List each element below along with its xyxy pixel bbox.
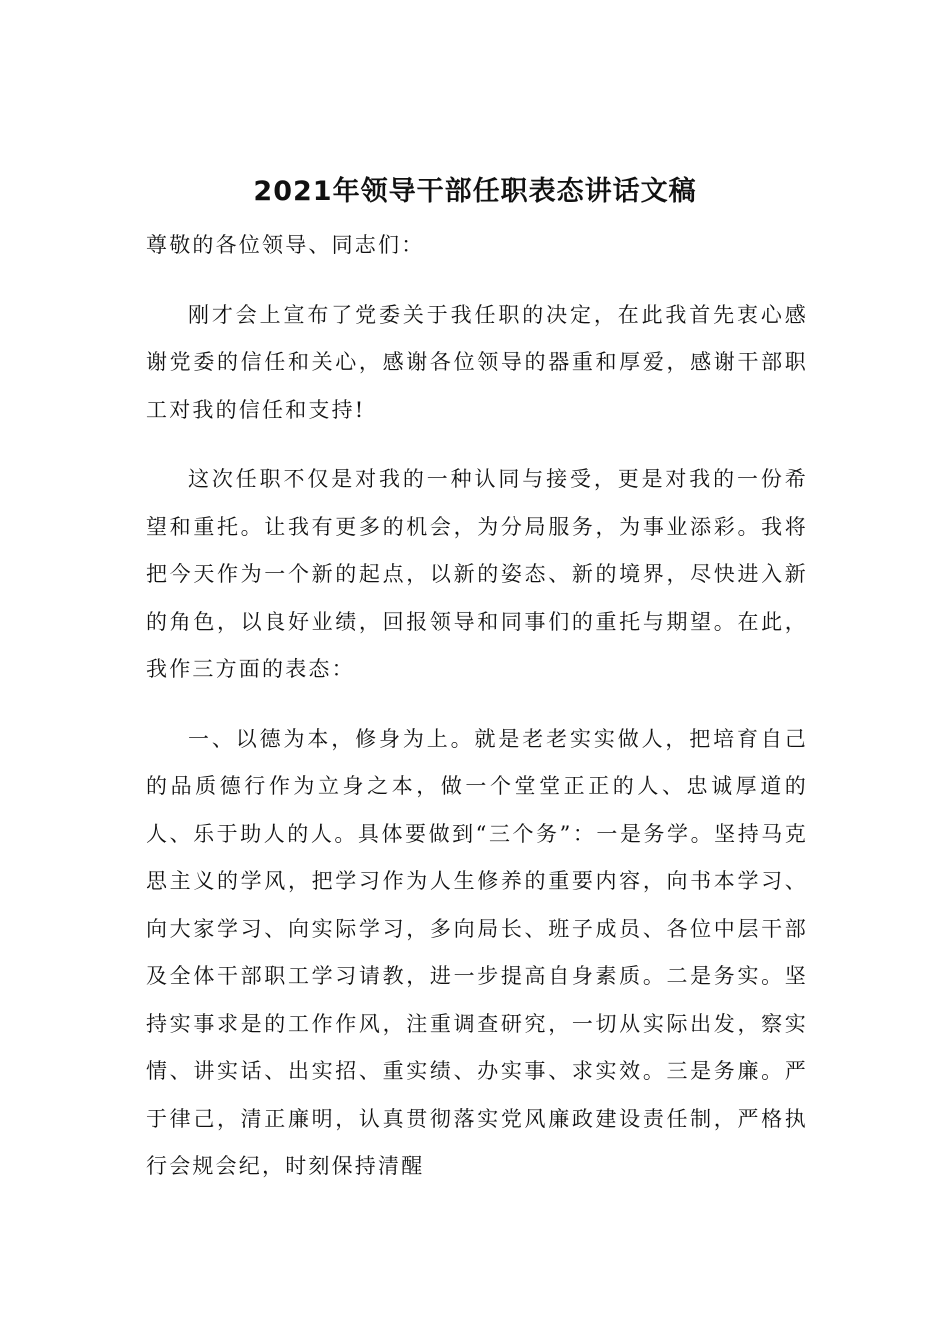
salutation: 尊敬的各位领导、同志们： xyxy=(146,233,425,257)
document-title: 2021年领导干部任职表态讲话文稿 xyxy=(253,176,697,208)
paragraph-point-one: 一、以德为本，修身为上。就是老老实实做人，把培育自己的品质德行作为立身之本，做一个堂堂正正的人、忠诚厚道的人、乐于助人的人。具体要做到“三个务”：一是务学。坚持马克思主义的学风，把学习作为人生修养的重要内容，向书本学习、向大家学习、向实际学习，多向局长、班子成员、各位中层干部及全体干部职工学习请教，进一步提高自身素质。二是务实。坚持实事求是的工作作风，注重调查研究，一切从实际出发，察实情、讲实话、出实招、重实绩、办实事、求实效。三是务廉。严于律己，清正廉明，认真贯彻落实党风廉政建设责任制，严格执行会规会纪，时刻保持清醒 xyxy=(146,726,808,1178)
document-body xyxy=(146,222,808,1213)
paragraph-thanks: 刚才会上宣布了党委关于我任职的决定，在此我首先衷心感谢党委的信任和关心，感谢各位领导的器重和厚爱，感谢干部职工对我的信任和支持! xyxy=(146,302,808,422)
paragraph-commitment: 这次任职不仅是对我的一种认同与接受，更是对我的一份希望和重托。让我有更多的机会，为分局服务，为事业添彩。我将把今天作为一个新的起点，以新的姿态、新的境界，尽快进入新的角色，以良好业绩，回报领导和同事们的重托与期望。在此，我作三方面的表态： xyxy=(146,467,808,681)
